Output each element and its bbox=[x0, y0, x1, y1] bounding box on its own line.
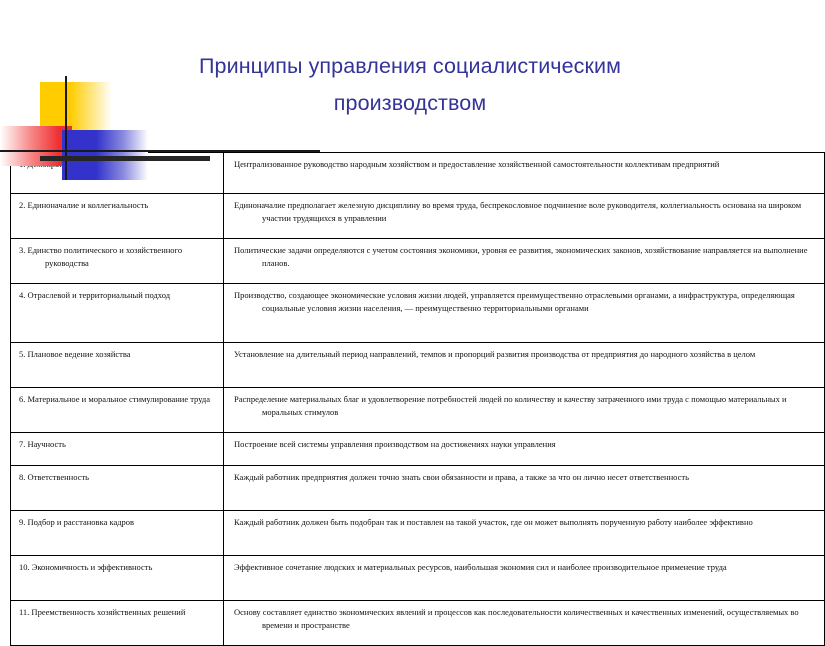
principle-description: Эффективное сочетание людских и материальных ресурсов, наибольшая экономия сил и наиболее производительное применение труда bbox=[234, 562, 727, 572]
principle-description: Построение всей системы управления производством на достижениях науки управления bbox=[234, 439, 556, 449]
principle-description-cell bbox=[224, 511, 825, 556]
principles-table-body bbox=[11, 153, 825, 646]
principle-name-cell bbox=[11, 433, 224, 466]
principle-name: 5. Плановое ведение хозяйства bbox=[19, 349, 131, 359]
principle-name-cell bbox=[11, 556, 224, 601]
principle-name-cell bbox=[11, 601, 224, 646]
principle-description: Каждый работник должен быть подобран так и поставлен на такой участок, где он может выполнять порученную работу наиболее эффективно bbox=[234, 517, 753, 527]
table-row bbox=[11, 601, 825, 646]
principle-description-cell bbox=[224, 284, 825, 343]
principle-name: 2. Единоначалие и коллегиальность bbox=[19, 200, 149, 210]
principle-name: 7. Научность bbox=[19, 439, 66, 449]
principle-name-cell bbox=[11, 284, 224, 343]
table-row bbox=[11, 556, 825, 601]
principles-table bbox=[10, 152, 825, 646]
page-title-line-2: производством bbox=[333, 90, 487, 115]
page-title bbox=[130, 48, 690, 122]
principle-description: Централизованное руководство народным хозяйством и предоставление хозяйственной самостоятельности коллективам предприятий bbox=[234, 159, 720, 169]
principle-description-cell bbox=[224, 239, 825, 284]
principle-name: 8. Ответственность bbox=[19, 472, 90, 482]
principle-name-cell bbox=[11, 239, 224, 284]
decorative-accent bbox=[0, 60, 205, 185]
principle-description-cell bbox=[224, 194, 825, 239]
decor-horizontal-rule-thick bbox=[40, 156, 210, 161]
decor-blue-square bbox=[62, 130, 148, 180]
page-title-line-1: Принципы управления социалистическим bbox=[198, 54, 622, 78]
principle-name: 11. Преемственность хозяйственных решений bbox=[19, 607, 186, 617]
table-row bbox=[11, 511, 825, 556]
principle-description-cell bbox=[224, 388, 825, 433]
principle-description-cell bbox=[224, 556, 825, 601]
table-row bbox=[11, 388, 825, 433]
principle-description: Производство, создающее экономические условия жизни людей, управляется преимущественно отраслевыми органами, а инфраструктура, определяющая социальные условия жизни населения, — преимущественно территориальными органами bbox=[234, 290, 795, 313]
principle-description: Установление на длительный период направлений, темпов и пропорций развития производства от предприятия до народного хозяйства в целом bbox=[234, 349, 756, 359]
table-row bbox=[11, 194, 825, 239]
table-row bbox=[11, 284, 825, 343]
principle-description: Основу составляет единство экономических явлений и процессов как последовательности количественных и качественных изменений, осуществляемых во времени и пространстве bbox=[234, 607, 799, 630]
principle-name-cell bbox=[11, 194, 224, 239]
table-row bbox=[11, 239, 825, 284]
decor-vertical-rule bbox=[65, 76, 67, 180]
principle-name: 4. Отраслевой и территориальный подход bbox=[19, 290, 171, 300]
principle-description-cell bbox=[224, 433, 825, 466]
principle-name: 6. Материальное и моральное стимулирование труда bbox=[19, 394, 211, 404]
principle-description-cell bbox=[224, 601, 825, 646]
principle-name-cell bbox=[11, 511, 224, 556]
decor-horizontal-rule-thin bbox=[0, 150, 320, 152]
principle-description: Каждый работник предприятия должен точно знать свои обязанности и права, а также за что он лично несет ответственность bbox=[234, 472, 689, 482]
principle-name-cell bbox=[11, 388, 224, 433]
principle-description-cell bbox=[224, 153, 825, 194]
table-row bbox=[11, 466, 825, 511]
principle-name-cell bbox=[11, 343, 224, 388]
principle-description: Единоначалие предполагает железную дисциплину во время труда, беспрекословное подчинение воле руководителя, коллегиальность основана на широком участии трудящихся в управлении bbox=[234, 200, 802, 223]
principle-description: Политические задачи определяются с учетом состояния экономики, уровня ее развития, экономических законов, хозяйствование направляется на выполнение планов. bbox=[234, 245, 808, 268]
principle-name: 10. Экономичность и эффективность bbox=[19, 562, 153, 572]
table-row bbox=[11, 343, 825, 388]
table-row bbox=[11, 433, 825, 466]
principle-description: Распределение материальных благ и удовлетворение потребностей людей по количеству и качеству затраченного ими труда с помощью материальных и моральных стимулов bbox=[234, 394, 787, 417]
principle-description-cell bbox=[224, 343, 825, 388]
principle-name-cell bbox=[11, 466, 224, 511]
principle-name: 3. Единство политического и хозяйственного руководства bbox=[19, 245, 183, 268]
principle-description-cell bbox=[224, 466, 825, 511]
principle-name: 9. Подбор и расстановка кадров bbox=[19, 517, 135, 527]
